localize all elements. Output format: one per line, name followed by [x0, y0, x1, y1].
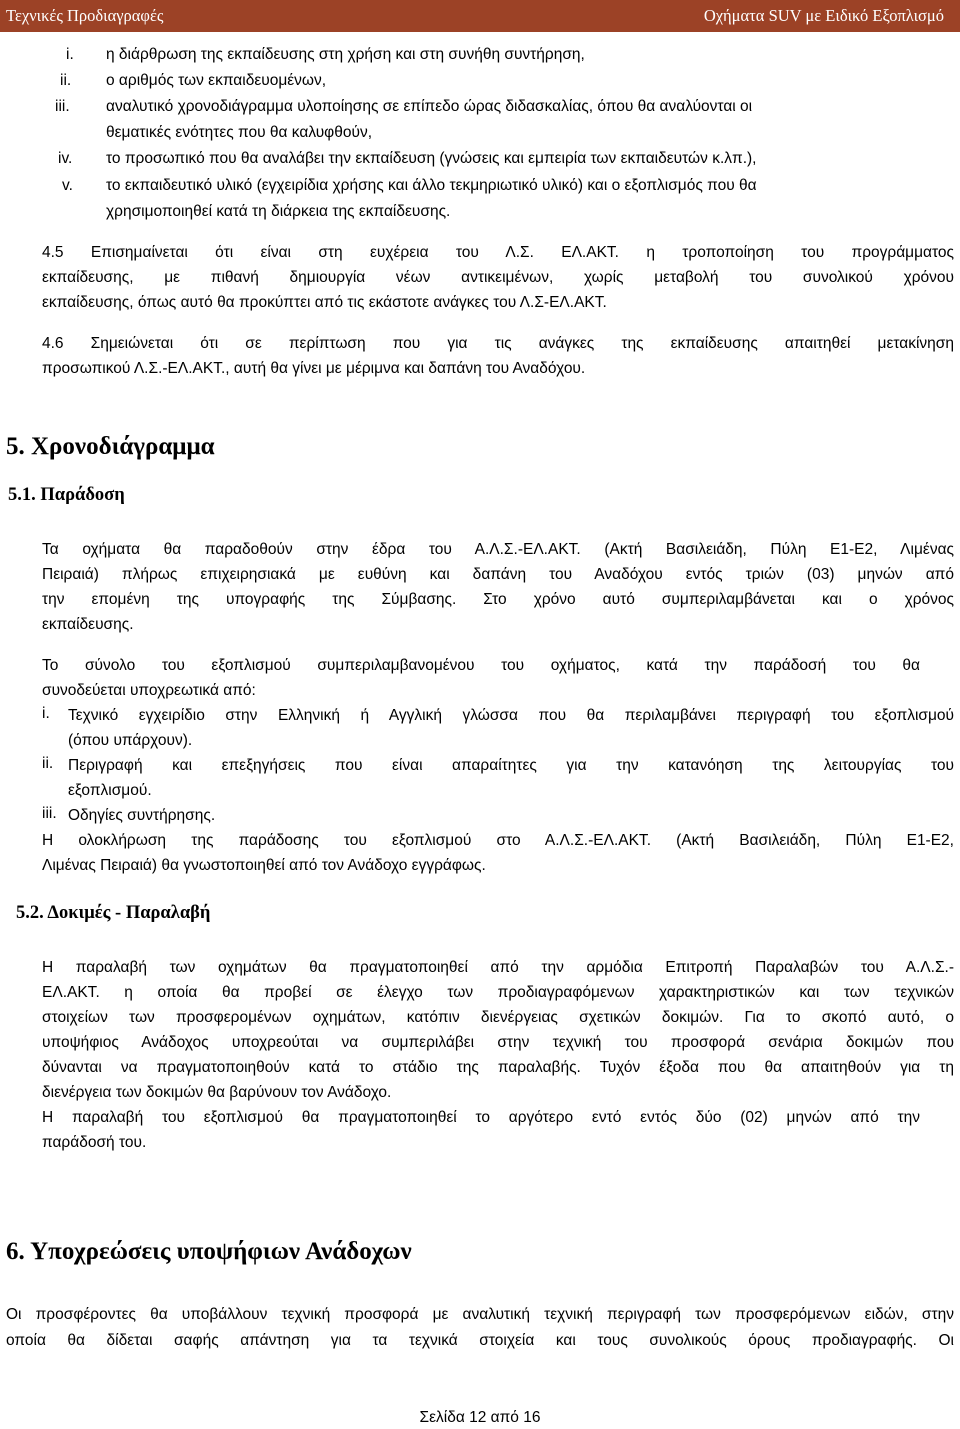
paragraph-line: εκπαίδευσης, με πιθανή δημιουργία νέων αντικειμένων, χωρίς μεταβολή του συνολικού χρόνου: [42, 269, 954, 286]
list-number: iii.: [55, 98, 70, 115]
list-item-text: εξοπλισμού.: [68, 782, 152, 799]
paragraph-line: Οι προσφέροντες θα υποβάλλουν τεχνική προσφορά με αναλυτική τεχνική περιγραφή των προσφερόμενων ειδών, στην: [6, 1306, 954, 1323]
paragraph-line: διενέργεια των δοκιμών θα βαρύνουν τον Ανάδοχο.: [42, 1084, 392, 1101]
paragraph-line: Λιμένας Πειραιά) θα γνωστοποιηθεί από τον Ανάδοχο εγγράφως.: [42, 857, 486, 874]
list-number: iii.: [42, 805, 57, 822]
paragraph-line: Πειραιά) πλήρως επιχειρησιακά με ευθύνη και δαπάνη του Αναδόχου εντός τριών (03) μηνών από: [42, 566, 954, 583]
paragraph-line: εκπαίδευσης, όπως αυτό θα προκύπτει από τις εκάστοτε ανάγκες του Λ.Σ-ΕΛ.ΑΚΤ.: [42, 294, 607, 311]
list-number: ii.: [60, 72, 72, 89]
paragraph-line: Η παραλαβή των οχημάτων θα πραγματοποιηθεί από την αρμόδια Επιτροπή Παραλαβών του Α.Λ.Σ.-: [42, 959, 954, 976]
paragraph-line: Η ολοκλήρωση της παράδοσης του εξοπλισμού στο Α.Λ.Σ.-ΕΛ.ΑΚΤ. (Ακτή Βασιλειάδη, Πύλη Ε1-Ε2,: [42, 832, 954, 849]
section-5-2-title: 5.2. Δοκιμές - Παραλαβή: [16, 903, 211, 923]
paragraph-line: Τα οχήματα θα παραδοθούν στην έδρα του Α.Λ.Σ.-ΕΛ.ΑΚΤ. (Ακτή Βασιλειάδη, Πύλη Ε1-Ε2, Λιμένας: [42, 541, 954, 558]
list-item-text: ο αριθμός των εκπαιδευομένων,: [106, 72, 327, 89]
list-number: i.: [42, 705, 50, 722]
section-5-1-title: 5.1. Παράδοση: [8, 485, 125, 505]
list-item-text: το προσωπικό που θα αναλάβει την εκπαίδευση (γνώσεις και εμπειρία των εκπαιδευτών κ.λπ.),: [106, 150, 757, 167]
list-number: ii.: [42, 755, 54, 772]
page-number-footer: Σελίδα 12 από 16: [419, 1409, 541, 1426]
header-title-left: Τεχνικές Προδιαγραφές: [6, 6, 164, 25]
list-item-text: το εκπαιδευτικό υλικό (εγχειρίδια χρήσης και άλλο τεκμηριωτικό υλικό) και ο εξοπλισμός που θα: [106, 177, 757, 194]
list-number: iv.: [58, 150, 73, 167]
list-number: i.: [66, 46, 74, 63]
paragraph-line: οποία θα δίδεται σαφής απάντηση για τα τεχνικά στοιχεία και τους συνολικούς όρους προδιαγραφής. Οι: [6, 1332, 954, 1349]
paragraph-line: υποψήφιος Ανάδοχος υποχρεούται να συμπεριλάβει στην τεχνική του προσφορά σενάρια δοκιμών που: [42, 1034, 954, 1051]
paragraph-line: εκπαίδευσης.: [42, 616, 134, 633]
paragraph-line: την επομένη της υπογραφής της Σύμβασης. Στο χρόνο αυτό συμπεριλαμβάνεται και ο χρόνος: [42, 591, 954, 608]
paragraph-line: στοιχείων των προσφερομένων οχημάτων, κατόπιν διενέργειας σχετικών δοκιμών. Για το σκοπό αυτό, ο: [42, 1009, 954, 1026]
list-item-text: θεματικές ενότητες που θα καλυφθούν,: [106, 124, 373, 141]
list-number: v.: [62, 177, 73, 194]
paragraph-line: προσωπικού Λ.Σ.-ΕΛ.ΑΚΤ., αυτή θα γίνει με μέριμνα και δαπάνη του Αναδόχου.: [42, 360, 586, 377]
paragraph-line: ΕΛ.ΑΚΤ. η οποία θα προβεί σε έλεγχο των προδιαγραφόμενων χαρακτηριστικών και των τεχνικών: [42, 984, 954, 1001]
paragraph-line: συνοδεύεται υποχρεωτικά από:: [42, 682, 256, 699]
list-item-text: Περιγραφή και επεξηγήσεις που είναι απαραίτητες για την κατανόηση της λειτουργίας του: [68, 757, 954, 774]
list-item-text: χρησιμοποιηθεί κατά τη διάρκεια της εκπαίδευσης.: [106, 203, 451, 220]
list-item-text: Τεχνικό εγχειρίδιο στην Ελληνική ή Αγγλική γλώσσα που θα περιλαμβάνει περιγραφή του εξοπλισμού: [68, 707, 954, 724]
paragraph-line: 4.5 Επισημαίνεται ότι είναι στη ευχέρεια του Λ.Σ. ΕΛ.ΑΚΤ. η τροποποίηση του προγράμματος: [42, 244, 954, 261]
paragraph-line: παράδοσή του.: [42, 1134, 147, 1151]
paragraph-line: δύνανται να πραγματοποιηθούν κατά το στάδιο της παραλαβής. Τυχόν έξοδα που θα απαιτηθούν για τη: [42, 1059, 954, 1076]
page-header: [0, 0, 960, 32]
section-6-title: 6. Υποχρεώσεις υποψήφιων Ανάδοχων: [6, 1238, 412, 1265]
paragraph-line: Η παραλαβή του εξοπλισμού θα πραγματοποιηθεί το αργότερο εντό εντός δύο (02) μηνών από την: [42, 1109, 920, 1126]
header-title-right: Οχήματα SUV με Ειδικό Εξοπλισμό: [703, 6, 944, 25]
paragraph-line: Το σύνολο του εξοπλισμού συμπεριλαμβανομένου του οχήματος, κατά την παράδοσή του θα: [42, 657, 920, 674]
list-item-text: η διάρθρωση της εκπαίδευσης στη χρήση και στη συνήθη συντήρηση,: [106, 46, 585, 63]
section-5-title: 5. Χρονοδιάγραμμα: [6, 433, 215, 460]
list-item-text: αναλυτικό χρονοδιάγραμμα υλοποίησης σε επίπεδο ώρας διδασκαλίας, όπου θα αναλύονται οι: [106, 98, 753, 115]
list-item-text: (όπου υπάρχουν).: [68, 732, 193, 749]
paragraph-line: 4.6 Σημειώνεται ότι σε περίπτωση που για τις ανάγκες της εκπαίδευσης απαιτηθεί μετακίνηση: [42, 335, 954, 352]
list-item-text: Οδηγίες συντήρησης.: [68, 807, 216, 824]
